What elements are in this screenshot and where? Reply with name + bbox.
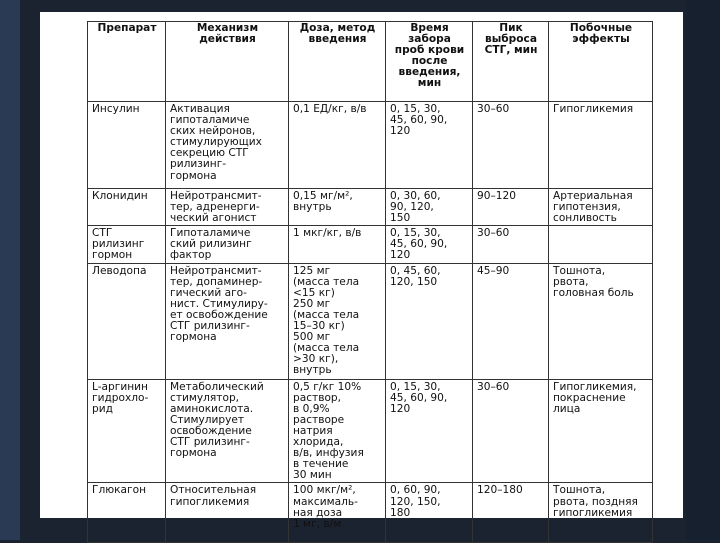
- cell-peak: 30–60: [473, 379, 549, 483]
- header-dose: Доза, метод введения: [289, 22, 386, 102]
- cell-dose: 1 мкг/кг, в/в: [289, 226, 386, 263]
- cell-dose: 100 мкг/м², максималь- ная доза 1 мг, в/м: [289, 483, 386, 543]
- cell-mechanism: Активация гипоталамиче ских нейронов, стимулирующих секрецию СТГ рилизинг- гормона: [166, 102, 289, 189]
- header-peak: Пик выброса СТГ, мин: [473, 22, 549, 102]
- cell-side-effects: Артериальная гипотензия, сонливость: [549, 189, 653, 226]
- cell-peak: 120–180: [473, 483, 549, 543]
- cell-sampling: 0, 15, 30, 45, 60, 90, 120: [386, 226, 473, 263]
- cell-dose: 125 мг (масса тела <15 кг) 250 мг (масса тела 15–30 кг) 500 мг (масса тела >30 кг), внутрь: [289, 263, 386, 379]
- cell-mechanism: Метаболический стимулятор, аминокислота. Стимулирует освобождение СТГ рилизинг- гормона: [166, 379, 289, 483]
- cell-peak: 90–120: [473, 189, 549, 226]
- cell-peak: 45–90: [473, 263, 549, 379]
- cell-dose: 0,1 ЕД/кг, в/в: [289, 102, 386, 189]
- table-row: [88, 189, 653, 226]
- cell-mechanism: Гипоталамиче ский рилизинг фактор: [166, 226, 289, 263]
- table-row: [88, 226, 653, 263]
- table-row: [88, 263, 653, 379]
- cell-drug: L-аргинин гидрохло- рид: [88, 379, 166, 483]
- cell-drug: Леводопа: [88, 263, 166, 379]
- cell-side-effects: Тошнота, рвота, поздняя гипогликемия: [549, 483, 653, 543]
- cell-side-effects: [549, 226, 653, 263]
- table-row: [88, 102, 653, 189]
- cell-sampling: 0, 15, 30, 45, 60, 90, 120: [386, 379, 473, 483]
- table-row: [88, 483, 653, 543]
- slide-left-band: [0, 0, 20, 540]
- cell-drug: СТГ рилизинг гормон: [88, 226, 166, 263]
- slide-right-band: [686, 0, 720, 540]
- cell-sampling: 0, 45, 60, 120, 150: [386, 263, 473, 379]
- cell-side-effects: Тошнота, рвота, головная боль: [549, 263, 653, 379]
- cell-mechanism: Нейротрансмит- тер, адренерги- ческий агонист: [166, 189, 289, 226]
- cell-drug: Глюкагон: [88, 483, 166, 543]
- document-page: [40, 12, 683, 530]
- cell-peak: 30–60: [473, 226, 549, 263]
- cell-mechanism: Нейротрансмит- тер, допаминер- гический аго- нист. Стимулиру- ет освобождение СТГ рилизинг- гормона: [166, 263, 289, 379]
- cell-dose: 0,5 г/кг 10% раствор, в 0,9% растворе натрия хлорида, в/в, инфузия в течение 30 мин: [289, 379, 386, 483]
- cell-sampling: 0, 30, 60, 90, 120, 150: [386, 189, 473, 226]
- header-mechanism: Механизм действия: [166, 22, 289, 102]
- table-header-row: [88, 22, 653, 102]
- header-side-effects: Побочные эффекты: [549, 22, 653, 102]
- header-sampling-time: Время забора проб крови после введения, мин: [386, 22, 473, 102]
- cell-mechanism: Относительная гипогликемия: [166, 483, 289, 543]
- cell-peak: 30–60: [473, 102, 549, 189]
- cell-dose: 0,15 мг/м², внутрь: [289, 189, 386, 226]
- header-drug: Препарат: [88, 22, 166, 102]
- cell-side-effects: Гипогликемия, покраснение лица: [549, 379, 653, 483]
- cell-sampling: 0, 60, 90, 120, 150, 180: [386, 483, 473, 543]
- cell-drug: Инсулин: [88, 102, 166, 189]
- stimulation-tests-table: [87, 21, 653, 543]
- cell-sampling: 0, 15, 30, 45, 60, 90, 120: [386, 102, 473, 189]
- table-row: [88, 379, 653, 483]
- cell-side-effects: Гипогликемия: [549, 102, 653, 189]
- cell-drug: Клонидин: [88, 189, 166, 226]
